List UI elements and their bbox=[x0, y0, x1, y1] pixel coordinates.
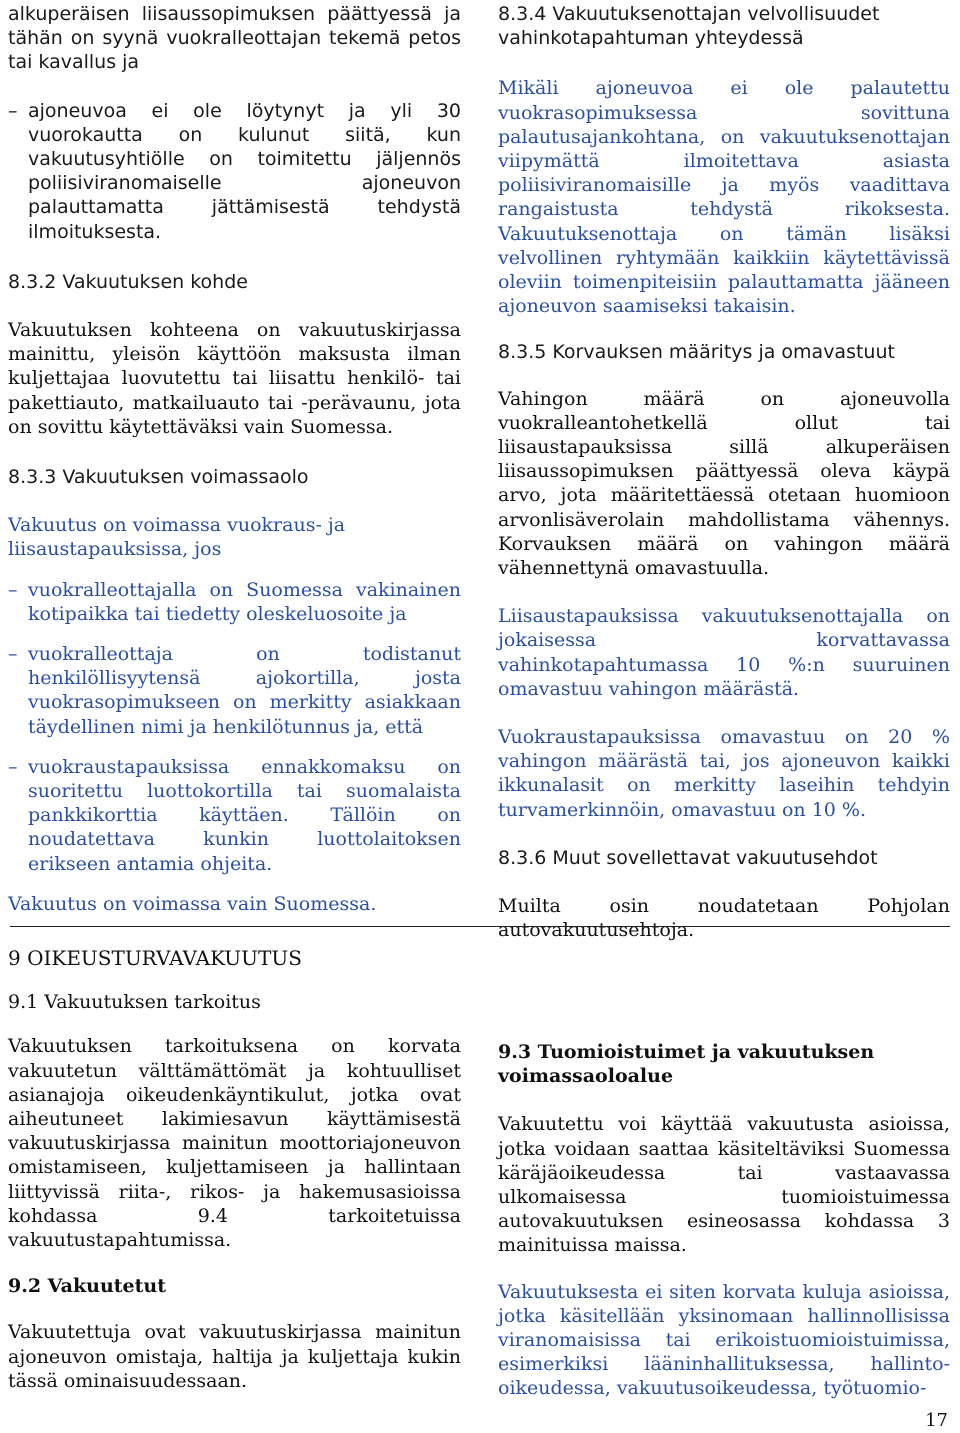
section-9-1-heading: 9.1 Vakuutuksen tarkoitus bbox=[8, 991, 261, 1014]
section-8-3-3-intro: Vakuutus on voimassa vuokraus- ja liisaustapauksissa, jos bbox=[8, 514, 346, 561]
bottom-right-column bbox=[498, 1040, 950, 1401]
continued-paragraph: alkuperäisen liisaussopimuksen päättyessä ja tähän on syynä vuokralleottajan tekemä petos tai kavallus ja bbox=[8, 3, 461, 74]
section-8-3-3-outro: Vakuutus on voimassa vain Suomessa. bbox=[8, 892, 377, 915]
section-8-3-3-heading-text: 8.3.3 Vakuutuksen voimassaolo bbox=[8, 466, 309, 489]
section-8-3-3-item: – vuokralleottaja on todistanut henkilöllisyytensä ajokortilla, josta vuokrasopimukseen on merkitty asiakkaan täydellinen nimi ja henkilötunnus ja, että bbox=[8, 642, 461, 739]
bottom-left-column bbox=[8, 946, 461, 1393]
section-8-3-3-item: – vuokraustapauksissa ennakkomaksu on suoritettu luottokortilla tai suomalaista pankkikorttia käyttäen. Tällöin on noudatettava kunkin luottolaitoksen erikseen antamia ohjeita. bbox=[8, 755, 461, 876]
section-8-3-2-body: Vakuutuksen kohteena on vakuutuskirjassa mainittu, yleisön käyttöön maksusta ilman kuljettajaa luovutettu tai liisattu henkilö- tai pakettiauto, matkailuauto tai -perävaunu, jota on sovittu käytettäväksi vain Suomessa. bbox=[8, 319, 461, 438]
right-top-column bbox=[498, 2, 950, 943]
section-9-2-heading: 9.2 Vakuutetut bbox=[8, 1275, 167, 1298]
section-8-3-6-heading: 8.3.6 Muut sovellettavat vakuutusehdot bbox=[498, 846, 878, 869]
left-top-column bbox=[8, 2, 461, 916]
section-8-3-4-body: Mikäli ajoneuvoa ei ole palautettu vuokrasopimuksessa sovittuna palautusajankohtana, on vakuutuksenottajan viipymättä ilmoitettava asiasta poliisiviranomaisille ja myös vaadittava rangaistusta tehdystä rikoksesta. Vakuutuksenottaja on tämän lisäksi velvollinen ryhtymään kaikkiin käytettävissä oleviin toimenpiteisiin palauttamatta jääneen ajoneuvon saamiseksi takaisin. bbox=[498, 77, 950, 318]
section-9-3-body: Vakuutettu voi käyttää vakuutusta asioissa, jotka voidaan saattaa käsiteltäviksi Suomessa käräjäoikeudessa tai vastaavassa ulkomaisessa tuomioistuimessa autovakuutuksen esineosassa kohdassa 3 mainituissa maissa. bbox=[498, 1113, 950, 1257]
section-9-3-heading: 9.3 Tuomioistuimet ja vakuutuksen voimassaoloalue bbox=[498, 1041, 875, 1088]
section-8-3-5-heading: 8.3.5 Korvauksen määritys ja omavastuut bbox=[498, 341, 895, 364]
section-divider bbox=[10, 926, 950, 927]
section-9-3-para2: Vakuutuksesta ei siten korvata kuluja asioissa, jotka käsitellään yksinomaan hallinnollisissa viranomaisissa tai erikoistuomioistuimissa, esimerkiksi lääninhallituksessa, hallinto-oikeudessa, vakuutusoikeudessa, työtuomio- bbox=[498, 1280, 950, 1400]
section-8-3-3-heading bbox=[8, 465, 461, 489]
section-9-2-body: Vakuutettuja ovat vakuutuskirjassa mainitun ajoneuvon omistaja, haltija ja kuljettaja kukin tässä ominaisuudessaan. bbox=[8, 1321, 461, 1392]
section-8-3-6-body: Muilta osin noudatetaan Pohjolan autovakuutusehtoja. bbox=[498, 895, 950, 942]
section-8-3-5-body: Vahingon määrä on ajoneuvolla vuokralleantohetkellä ollut tai liisaustapauksissa sillä alkuperäisen liisaussopimuksen päättyessä oleva käypä arvo, jota määritettäessä otetaan huomioon arvonlisäverolain mahdollistama vähennys. Korvauksen määrä on vahingon määrä vähennettynä omavastuulla. bbox=[498, 387, 950, 580]
section-8-3-2-heading-text: 8.3.2 Vakuutuksen kohde bbox=[8, 270, 248, 293]
section-9-1-body: Vakuutuksen tarkoituksena on korvata vakuutetun välttämättömät ja kohtuulliset asianajoja oikeudenkäyntikulut, jotka ovat aiheutuneet lakimiesavun käyttämisestä vakuutuskirjassa mainitun moottoriajoneuvon omistamiseen, kuljettamiseen ja hallintaan liittyvissä riita-, rikos- ja hakemusasioissa kohdassa 9.4 tarkoitetuissa vakuutustapahtumissa. bbox=[8, 1035, 461, 1252]
section-8-3-5-para2: Liisaustapauksissa vakuutuksenottajalla on jokaisessa korvattavassa vahinkotapahtumassa 10 %:n suuruinen omavastuu vahingon määrästä. bbox=[498, 605, 950, 700]
chapter-title: 9 OIKEUSTURVAVAKUUTUS bbox=[8, 946, 302, 970]
section-8-3-3-item: – vuokralleottajalla on Suomessa vakinainen kotipaikka tai tiedetty oleskeluosoite ja bbox=[8, 578, 461, 626]
continued-dash-item: – ajoneuvoa ei ole löytynyt ja yli 30 vuorokautta on kulunut siitä, kun vakuutusyhtiölle on toimitettu jäljennös poliisiviranomaiselle ajoneuvon palauttamatta jättämisestä tehdystä ilmoituksesta. bbox=[8, 99, 461, 244]
section-8-3-5-para3: Vuokraustapauksissa omavastuu on 20 % vahingon määrästä tai, jos ajoneuvon kaikki ikkunalasit on merkitty laseihin tehdyin turvamerkinnöin, omavastuu on 10 %. bbox=[498, 726, 950, 821]
section-8-3-4-heading: 8.3.4 Vakuutuksenottajan velvollisuudet vahinkotapahtuman yhteydessä bbox=[498, 3, 880, 50]
page-number: 17 bbox=[925, 1410, 948, 1431]
section-8-3-2-heading bbox=[8, 270, 461, 294]
